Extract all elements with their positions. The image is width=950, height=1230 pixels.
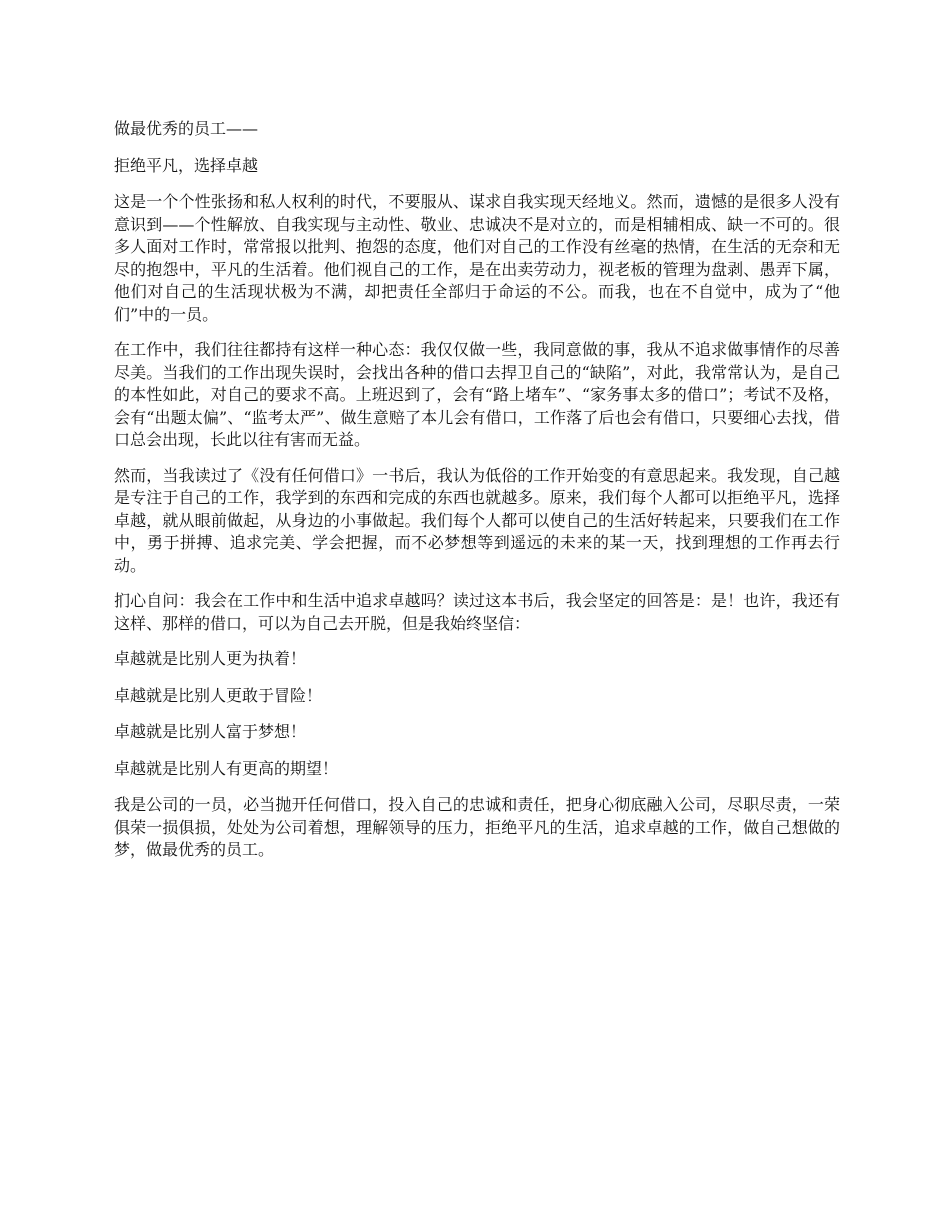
- excellence-line: 卓越就是比别人富于梦想！: [114, 722, 307, 741]
- paragraph: 扪心自问：我会在工作中和生活中追求卓越吗？读过这本书后，我会坚定的回答是：是！也许，我还有这样、那样的借口，可以为自己去开脱，但是我始终坚信：: [114, 591, 840, 633]
- paragraph: 这是一个个性张扬和私人权利的时代，不要服从、谋求自我实现天经地义。然而，遗憾的是很多人没有意识到——个性解放、自我实现与主动性、敬业、忠诚决不是对立的，而是相辅相成、缺一不可的。很多人面对工作时，常常报以批判、抱怨的态度，他们对自己的工作没有丝毫的热情，在生活的无奈和无尽的抱怨中，平凡的生活着。他们视自己的工作，是在出卖劳动力，视老板的管理为盘剥、愚弄下属，他们对自己的生活现状极为不满，却把责任全部归于命运的不公。而我，也在不自觉中，成为了“他们”中的一员。: [114, 192, 840, 324]
- excellence-line: 卓越就是比别人更为执着！: [114, 649, 307, 668]
- document-body: [114, 118, 840, 875]
- excellence-line: 卓越就是比别人更敢于冒险！: [114, 685, 323, 705]
- paragraph: 在工作中，我们往往都持有这样一种心态：我仅仅做一些，我同意做的事，我从不追求做事情作的尽善尽美。当我们的工作出现失误时，会找出各种的借口去捍卫自己的“缺陷”，对此，我常常认为，是自己的本性如此，对自己的要求不高。上班迟到了，会有“路上堵车”、“家务事太多的借口”；考试不及格，会有“出题太偏”、“监考太严”、做生意赔了本儿会有借口，工作落了后也会有借口，只要细心去找，借口总会出现，长此以往有害而无益。: [114, 340, 840, 449]
- closing-paragraph: 我是公司的一员，必当抛开任何借口，投入自己的忠诚和责任，把身心彻底融入公司，尽职尽责，一荣俱荣一损俱损，处处为公司着想，理解领导的压力，拒绝平凡的生活，追求卓越的工作，做自己想做的梦，做最优秀的员工。: [114, 795, 840, 859]
- excellence-line: 卓越就是比别人有更高的期望！: [114, 758, 339, 778]
- document-subtitle: 拒绝平凡，选择卓越: [114, 155, 259, 175]
- paragraph: 然而，当我读过了《没有任何借口》一书后，我认为低俗的工作开始变的有意思起来。我发现，自己越是专注于自己的工作，我学到的东西和完成的东西也就越多。原来，我们每个人都可以拒绝平凡，选择卓越，就从眼前做起，从身边的小事做起。我们每个人都可以使自己的生活好转起来，只要我们在工作中，勇于拼搏、追求完美、学会把握，而不必梦想等到遥远的未来的某一天，找到理想的工作再去行动。: [114, 465, 840, 575]
- document-title: 做最优秀的员工——: [114, 119, 259, 138]
